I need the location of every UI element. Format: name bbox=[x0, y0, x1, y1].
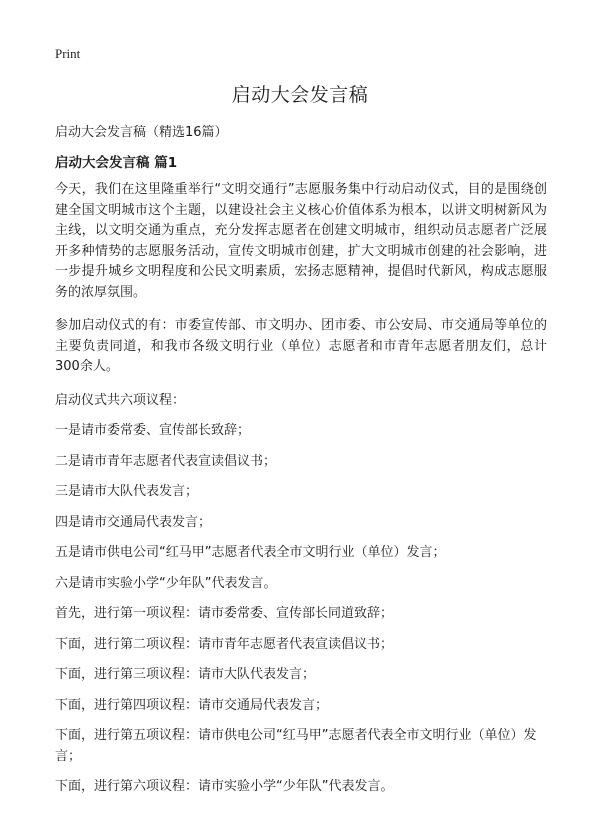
agenda-step: 首先，进行第一项议程：请市委常委、宣传部长同道致辞； bbox=[55, 606, 394, 621]
agenda-step: 下面，进行第四项议程：请市交通局代表发言； bbox=[55, 697, 329, 713]
agenda-item: 六是请市实验小学“少年队”代表发言。 bbox=[55, 575, 277, 591]
body-paragraph: 今天，我们在这里隆重举行“文明交通行”志愿服务集中行动启动仪式，目的是围绕创建全国文明城市这个主题，以建设社会主义核心价值体系为根本，以讲文明树新风为主线，以文明交通为重点，充分发挥志愿者在创建文明城市，组织动员志愿者广泛展开多种情势的志愿服务活动，宣传文明城市创建，扩大文明城市创建的社会影响，进一步提升城乡文明程度和公民文明素质，宏扬志愿精神，提倡时代新风，构成志愿服务的浓厚氛围。 bbox=[55, 182, 547, 300]
agenda-step: 下面，进行第三项议程：请市大队代表发言； bbox=[55, 667, 316, 682]
agenda-step: 下面，进行第六项议程：请市实验小学“少年队”代表发言。 bbox=[55, 779, 394, 794]
agenda-step: 下面，进行第二项议程：请市青年志愿者代表宣读倡议书； bbox=[55, 636, 394, 652]
document-body bbox=[55, 180, 547, 808]
print-link[interactable]: Print bbox=[55, 46, 81, 61]
agenda-item: 一是请市委常委、宣传部长致辞； bbox=[55, 423, 251, 438]
section-heading: 启动大会发言稿 篇1 bbox=[55, 155, 178, 171]
body-paragraph: 参加启动仪式的有：市委宣传部、市文明办、团市委、市公安局、市交通局等单位的主要负责同道，和我市各级文明行业（单位）志愿者和市青年志愿者朋友们，总计300余人。 bbox=[55, 318, 547, 374]
agenda-item: 五是请市供电公司“红马甲”志愿者代表全市文明行业（单位）发言； bbox=[55, 545, 446, 560]
document-title: 启动大会发言稿 bbox=[231, 84, 369, 106]
agenda-item: 四是请市交通局代表发言； bbox=[55, 514, 212, 530]
agenda-item: 二是请市青年志愿者代表宣读倡议书； bbox=[55, 453, 277, 469]
agenda-intro: 启动仪式共六项议程： bbox=[55, 392, 186, 408]
agenda-item: 三是请市大队代表发言； bbox=[55, 484, 199, 499]
document-subtitle: 启动大会发言稿（精选16篇） bbox=[55, 125, 228, 140]
agenda-step: 下面，进行第五项议程：请市供电公司“红马甲”志愿者代表全市文明行业（单位）发言； bbox=[55, 728, 537, 764]
